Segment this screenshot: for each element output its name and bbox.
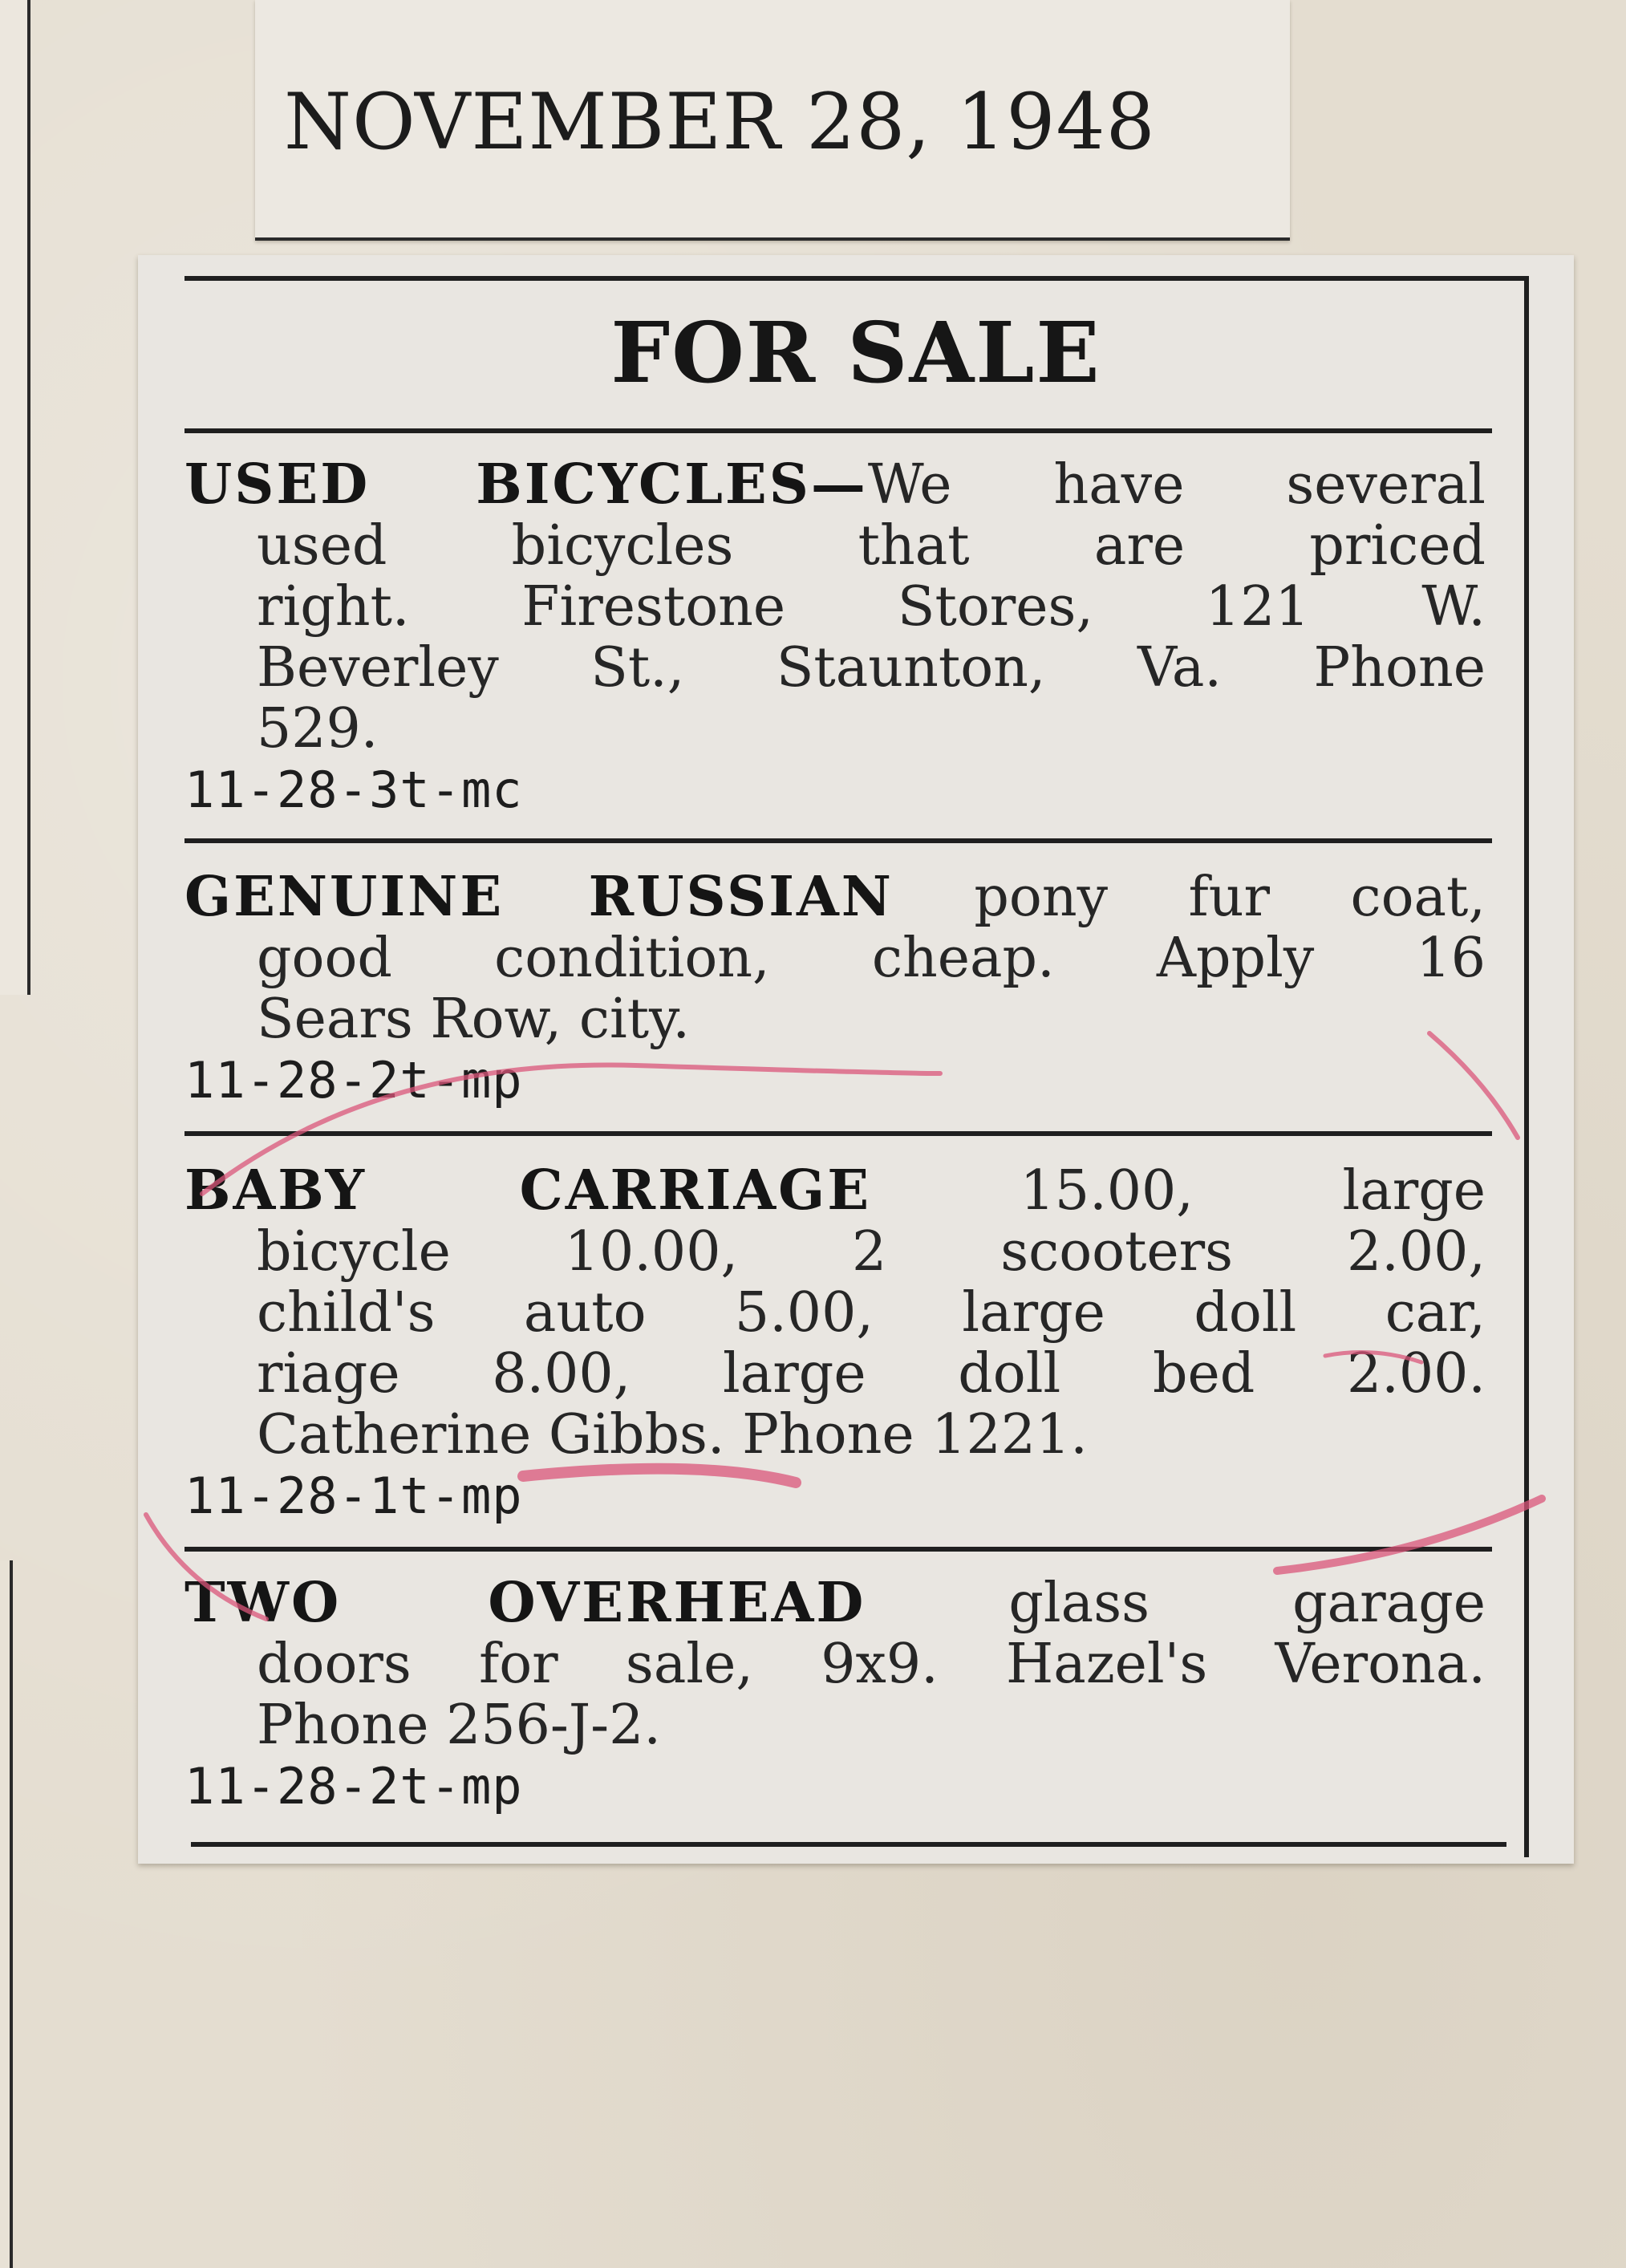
for-sale-clipping xyxy=(138,255,1574,1864)
date-rule xyxy=(255,237,1290,241)
ad-code: 11-28-2t-mp xyxy=(184,1051,523,1110)
classified-ad-baby-carriage xyxy=(184,1160,1486,1527)
ad-text xyxy=(184,1572,1486,1756)
ad-line: Phone 256-J-2. xyxy=(257,1694,662,1757)
rule-4 xyxy=(184,1547,1492,1552)
ad-lead: TWO OVERHEAD xyxy=(184,1571,866,1635)
ad-line: Beverley St., Staunton, Va. Phone xyxy=(257,636,1486,700)
ad-first-line xyxy=(184,1572,1486,1634)
ad-lead: USED BICYCLES— xyxy=(184,452,868,517)
date-clipping xyxy=(255,0,1290,241)
ad-line: bicycle 10.00, 2 scooters 2.00, xyxy=(257,1220,1486,1284)
rule-5 xyxy=(191,1842,1506,1847)
ad-first-line xyxy=(184,1160,1486,1222)
adjacent-clipping-left-bottom xyxy=(0,1560,13,2268)
ad-code: 11-28-3t-mc xyxy=(184,761,523,819)
ad-line: Catherine Gibbs. Phone 1221. xyxy=(257,1403,1088,1467)
ad-code: 11-28-2t-mp xyxy=(184,1757,523,1816)
ad-line: riage 8.00, large doll bed 2.00. xyxy=(257,1342,1486,1406)
ad-first-line xyxy=(184,866,1486,928)
ad-line: right. Firestone Stores, 121 W. xyxy=(257,575,1486,639)
adjacent-clipping-left-top xyxy=(0,0,30,995)
rule-3 xyxy=(184,1131,1492,1136)
ad-text xyxy=(184,866,1486,1050)
ad-text xyxy=(184,454,1486,760)
rule-2 xyxy=(184,838,1492,843)
ad-line: used bicycles that are priced xyxy=(257,514,1486,578)
classified-ad-used-bicycles xyxy=(184,454,1486,821)
ad-lead: BABY CARRIAGE xyxy=(184,1158,872,1223)
date-heading: NOVEMBER 28, 1948 xyxy=(284,77,1156,167)
section-title: FOR SALE xyxy=(610,303,1101,402)
ad-line: good condition, cheap. Apply 16 xyxy=(257,927,1486,990)
ad-line: Sears Row, city. xyxy=(257,988,691,1051)
ad-line: 529. xyxy=(257,697,379,761)
ad-first-text: 15.00, large xyxy=(1020,1159,1486,1223)
ad-first-text: glass garage xyxy=(1008,1572,1486,1635)
ad-code: 11-28-1t-mp xyxy=(184,1467,523,1525)
rule-1 xyxy=(184,428,1492,433)
ad-line: doors for sale, 9x9. Hazel's Verona. xyxy=(257,1633,1486,1696)
ad-text xyxy=(184,1160,1486,1466)
classified-ad-two-overhead xyxy=(184,1572,1486,1817)
ad-lead: GENUINE RUSSIAN xyxy=(184,865,894,929)
ad-first-line xyxy=(184,454,1486,516)
classified-ad-genuine-russian xyxy=(184,866,1486,1111)
ad-first-text: We have several xyxy=(867,453,1486,517)
ad-first-text: pony fur coat, xyxy=(974,866,1486,929)
ad-line: child's auto 5.00, large doll car, xyxy=(257,1281,1486,1345)
